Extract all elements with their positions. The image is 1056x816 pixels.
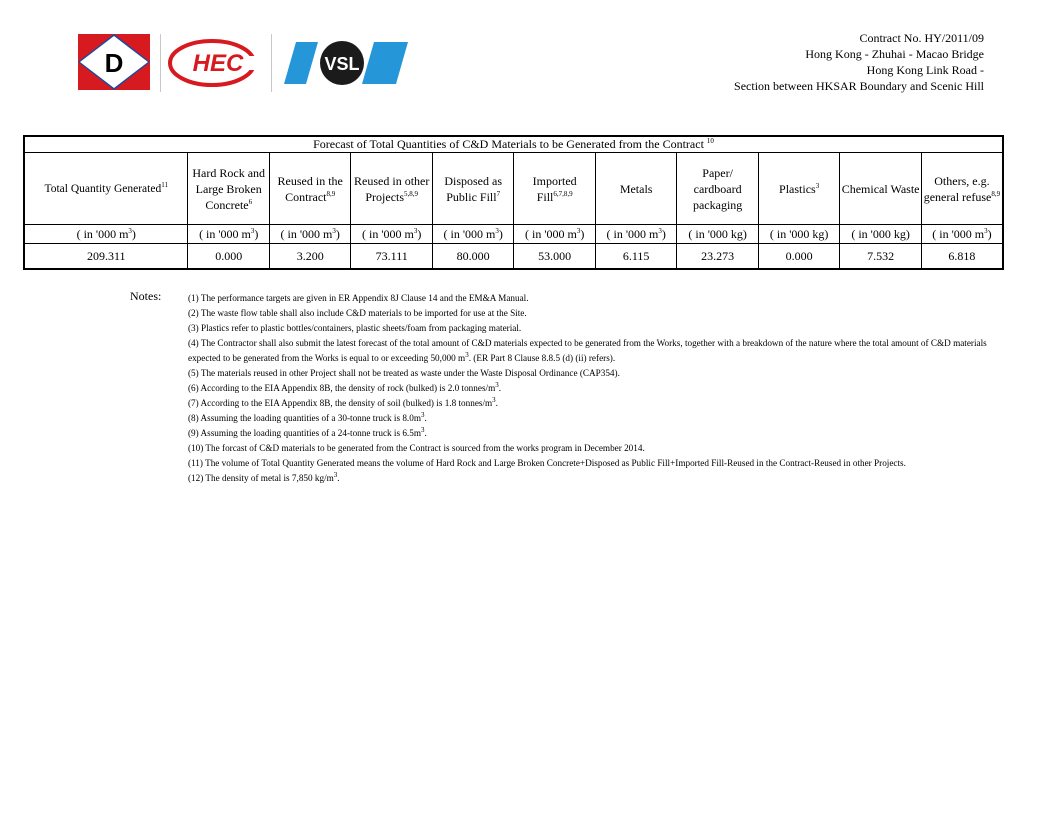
logo-divider xyxy=(271,34,272,92)
note-12: (12) The density of metal is 7,850 $kg/m^3$. xyxy=(188,470,340,483)
project-name: Hong Kong - Zhuhai - Macao Bridge xyxy=(805,47,984,61)
column-header: Paper/ cardboard packaging xyxy=(677,153,758,225)
svg-text:HEC: HEC xyxy=(192,50,244,77)
value-cell: 0.000 xyxy=(758,244,839,270)
column-header: Imported Fill$^{6,7,8,9}$ xyxy=(514,153,595,225)
unit-cell: ( in '000 kg) xyxy=(840,225,921,244)
note-10: (10) The forcast of C&D materials to be generated from the Contract is sourced from the works program in December 2014. xyxy=(188,443,645,453)
svg-text:VSL: VSL xyxy=(324,54,360,74)
note-1: (1) The performance targets are given in ER Appendix 8J Clause 14 and the EM&A Manual. xyxy=(188,293,529,303)
logo-divider xyxy=(160,34,161,92)
note-7: (7) According to the EIA Appendix 8B, the density of soil (bulked) is 1.8 tonnes/$m^3$. xyxy=(188,395,498,408)
unit-cell: ( in '000 $m^3$) xyxy=(921,225,1003,244)
hec-logo xyxy=(168,36,260,90)
project-road: Hong Kong Link Road - xyxy=(866,63,984,77)
project-section: Section between HKSAR Boundary and Scenic Hill xyxy=(734,79,984,93)
unit-cell: ( in '000 $m^3$) xyxy=(188,225,269,244)
value-cell: 3.200 xyxy=(269,244,350,270)
forecast-table xyxy=(23,135,1004,270)
column-header: Hard Rock and Large Broken Concrete$^6$ xyxy=(188,153,269,225)
d-diamond-logo xyxy=(78,34,150,90)
note-11: (11) The volume of Total Quantity Generated means the volume of Hard Rock and Large Broken Concrete+Disposed as Public Fill+Imported Fill-Reused in the Contract-Reused in other Projects. xyxy=(188,458,906,468)
value-cell: 7.532 xyxy=(840,244,921,270)
header-row xyxy=(24,153,1003,225)
unit-cell: ( in '000 kg) xyxy=(758,225,839,244)
note-3: (3) Plastics refer to plastic bottles/containers, plastic sheets/foam from packaging material. xyxy=(188,323,522,333)
svg-text:D: D xyxy=(104,48,124,78)
units-row xyxy=(24,225,1003,244)
value-cell: 209.311 xyxy=(24,244,188,270)
unit-cell: ( in '000 $m^3$) xyxy=(351,225,432,244)
note-2: (2) The waste flow table shall also include C&D materials to be imported for use at the Site. xyxy=(188,308,527,318)
notes-list xyxy=(188,291,1018,486)
company-logos xyxy=(78,34,408,92)
value-cell: 80.000 xyxy=(432,244,513,270)
value-cell: 6.115 xyxy=(595,244,676,270)
value-cell: 0.000 xyxy=(188,244,269,270)
column-header: Total Quantity Generated$^{11}$ xyxy=(24,153,188,225)
column-header: Reused in other Projects$^{5,8,9}$ xyxy=(351,153,432,225)
note-8: (8) Assuming the loading quantities of a 30-tonne truck is $8.0m^3$. xyxy=(188,410,427,423)
value-cell: 53.000 xyxy=(514,244,595,270)
note-4: (4) The Contractor shall also submit the latest forecast of the total amount of C&D materials expected to be generated from the Works, together with a breakdown of the nature where the total amount of C&D materials expected to be generated from the Works is equal to or exceeding 50,000 $m^3$. (ER Part 8 Clause 8.8.5 (d) (ii) refers). xyxy=(188,338,987,363)
notes-label: Notes: xyxy=(130,289,162,303)
contract-number: Contract No. HY/2011/09 xyxy=(859,31,984,45)
value-cell: 23.273 xyxy=(677,244,758,270)
note-6: (6) According to the EIA Appendix 8B, the density of rock (bulked) is 2.0 tonnes/$m^3$. xyxy=(188,380,502,393)
note-5: (5) The materials reused in other Project shall not be treated as waste under the Waste Disposal Ordinance (CAP354). xyxy=(188,368,620,378)
column-header: Others, e.g. general refuse$^{8,9}$ xyxy=(921,153,1003,225)
value-cell: 6.818 xyxy=(921,244,1003,270)
contract-header xyxy=(734,30,984,94)
column-header: Metals xyxy=(595,153,676,225)
values-row xyxy=(24,244,1003,270)
unit-cell: ( in '000 $m^3$) xyxy=(432,225,513,244)
column-header: Reused in the Contract$^{8,9}$ xyxy=(269,153,350,225)
unit-cell: ( in '000 $m^3$) xyxy=(24,225,188,244)
unit-cell: ( in '000 $m^3$) xyxy=(595,225,676,244)
column-header: Plastics$^3$ xyxy=(758,153,839,225)
unit-cell: ( in '000 $m^3$) xyxy=(269,225,350,244)
column-header: Disposed as Public Fill$^7$ xyxy=(432,153,513,225)
note-9: (9) Assuming the loading quantities of a 24-tonne truck is $6.5m^3$. xyxy=(188,425,427,438)
vsl-logo xyxy=(284,40,408,86)
table-title: Forecast of Total Quantities of C&D Materials to be Generated from the Contract $^{10}$ xyxy=(24,136,1003,153)
unit-cell: ( in '000 kg) xyxy=(677,225,758,244)
column-header: Chemical Waste xyxy=(840,153,921,225)
unit-cell: ( in '000 $m^3$) xyxy=(514,225,595,244)
value-cell: 73.111 xyxy=(351,244,432,270)
